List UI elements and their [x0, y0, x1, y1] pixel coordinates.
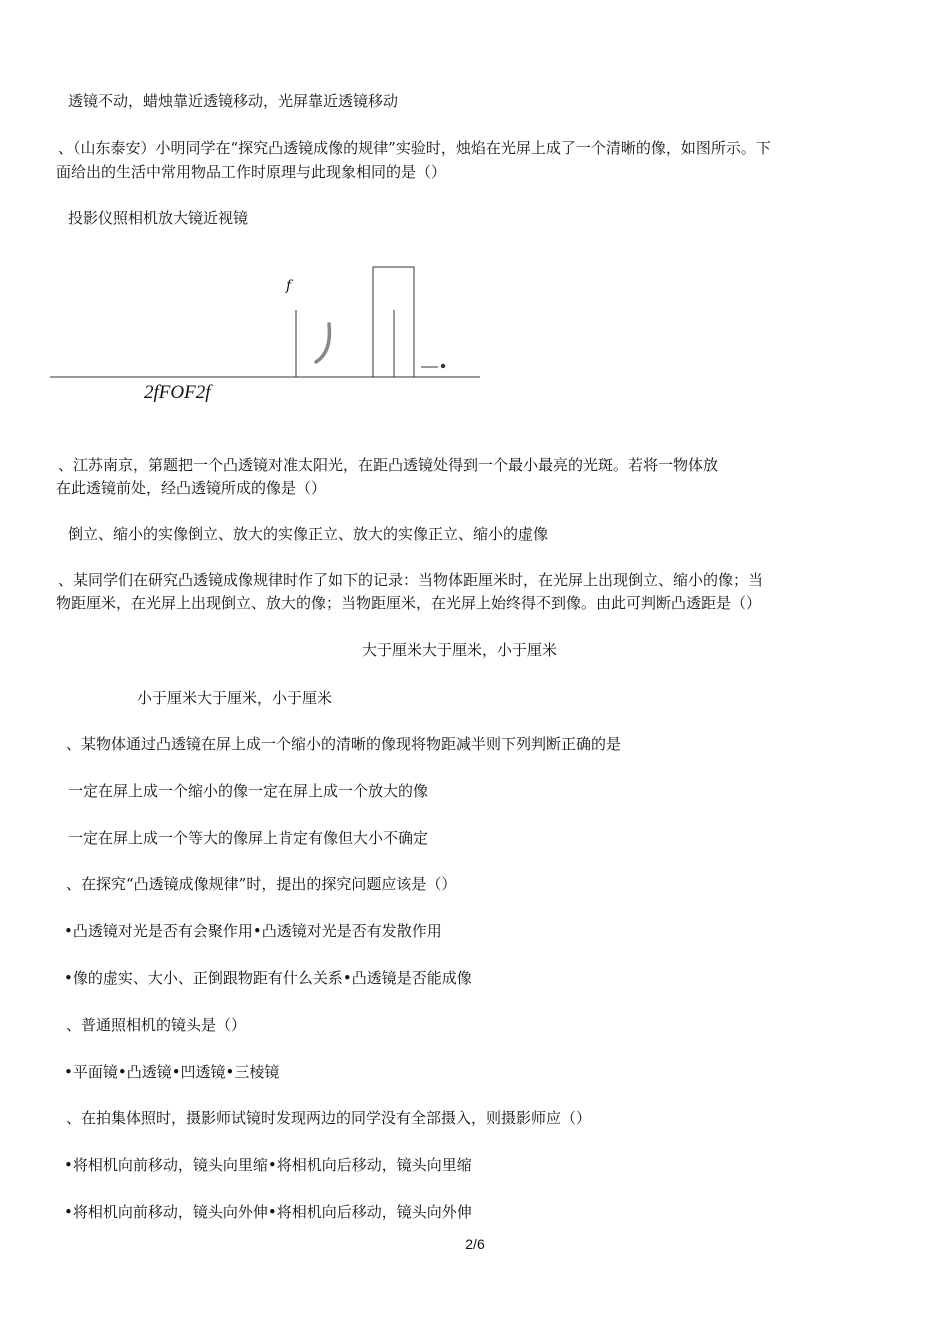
- answer-options: 一定在屏上成一个缩小的像一定在屏上成一个放大的像: [68, 782, 429, 800]
- question-intro-line-6: 物距厘米，在光屏上出现倒立、放大的像；当物距厘米，在光屏上始终得不到像。由此可判断凸透距是（）: [56, 594, 762, 612]
- question-intro-line-3: 、江苏南京，第题把一个凸透镜对准太阳光，在距凸透镜处得到一个最小最亮的光斑。若将一物体放: [58, 456, 719, 474]
- page-number: 2/6: [465, 1236, 485, 1252]
- question-line: 、普通照相机的镜头是（）: [66, 1016, 247, 1034]
- question-line: 、某物体通过凸透镜在屏上成一个缩小的清晰的像现将物距减半则下列判断正确的是: [66, 735, 622, 753]
- answer-options: •平面镜•凸透镜•凹透镜•三棱镜: [64, 1063, 280, 1081]
- axis-label: 2fFOF2f: [144, 382, 211, 403]
- answer-options: •凸透镜对光是否有会聚作用•凸透镜对光是否有发散作用: [64, 922, 442, 940]
- answer-options: 一定在屏上成一个等大的像屏上肯定有像但大小不确定: [68, 829, 429, 847]
- screen-mark-dot: [441, 364, 445, 368]
- answer-options: 小于厘米大于厘米，小于厘米: [137, 689, 333, 707]
- answer-options: 倒立、缩小的实像倒立、放大的实像正立、放大的实像正立、缩小的虚像: [68, 525, 549, 543]
- question-intro-line-1: 、（山东泰安）小明同学在“探究凸透镜成像的规律”实验时，烛焰在光屏上成了一个清晰的像，如图所示。下: [58, 139, 771, 157]
- flame-curve: [316, 324, 329, 362]
- lens-diagram-svg: [48, 262, 488, 412]
- question-line: 、在探究“凸透镜成像规律”时，提出的探究问题应该是（）: [66, 875, 457, 893]
- question-intro-line-5: 、某同学们在研究凸透镜成像规律时作了如下的记录：当物体距厘米时，在光屏上出现倒立、缩小的像；当: [58, 571, 764, 589]
- focal-label: f: [286, 278, 292, 294]
- text-line-1: 透镜不动，蜡烛靠近透镜移动，光屏靠近透镜移动: [68, 92, 399, 110]
- question-intro-line-4: 在此透镜前处，经凸透镜所成的像是（）: [56, 479, 327, 497]
- answer-options: •将相机向前移动，镜头向外伸•将相机向后移动，镜头向外伸: [64, 1203, 472, 1221]
- answer-options: •将相机向前移动，镜头向里缩•将相机向后移动，镜头向里缩: [64, 1156, 472, 1174]
- question-intro-line-2: 面给出的生活中常用物品工作时原理与此现象相同的是（）: [56, 163, 447, 181]
- answer-options: •像的虚实、大小、正倒跟物距有什么关系•凸透镜是否能成像: [64, 969, 472, 987]
- lens-diagram: [48, 262, 488, 412]
- question-line: 、在拍集体照时，摄影师试镜时发现两边的同学没有全部摄入，则摄影师应（）: [66, 1109, 592, 1127]
- answer-options: 投影仪照相机放大镜近视镜: [68, 209, 249, 227]
- answer-options: 大于厘米大于厘米，小于厘米: [362, 641, 558, 659]
